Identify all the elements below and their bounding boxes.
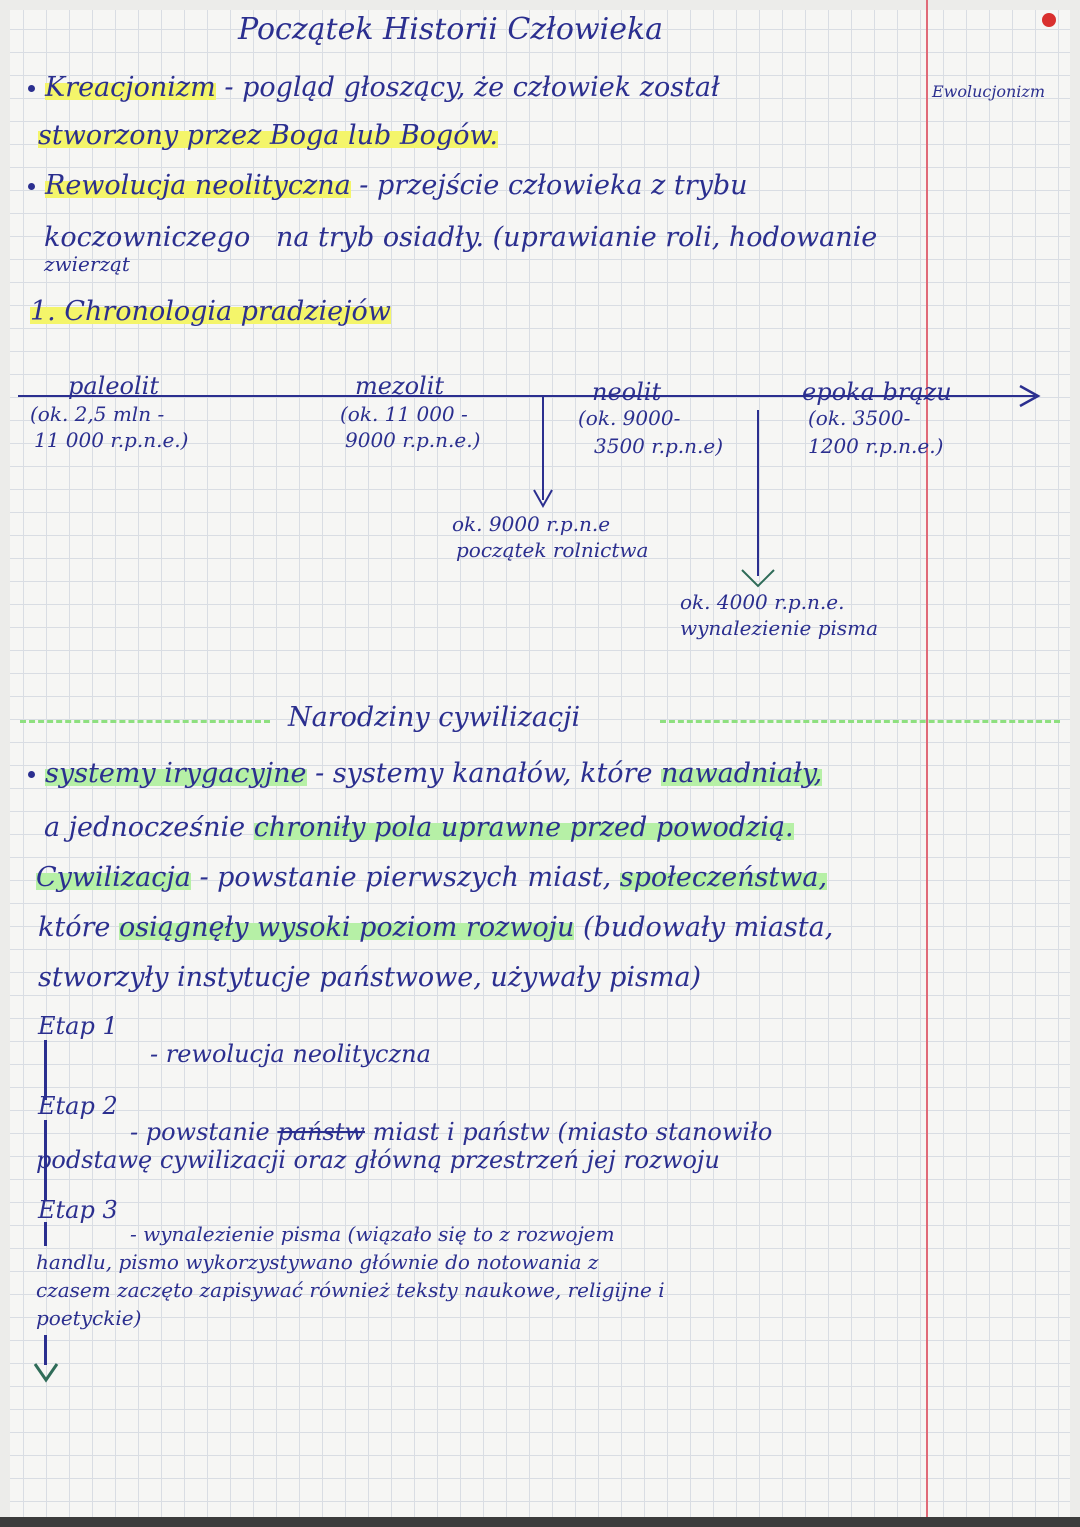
rewolucja-term: Rewolucja neolityczna bbox=[45, 170, 351, 201]
period-paleolit: paleolit bbox=[68, 372, 159, 400]
irygacja-def-2b: chroniły pola uprawne przed powodzią. bbox=[253, 812, 794, 843]
irygacja-term: systemy irygacyjne bbox=[45, 758, 307, 789]
stage-2-label: Etap 2 bbox=[38, 1092, 118, 1120]
event-1-desc: początek rolnictwa bbox=[456, 538, 649, 562]
period-mezolit-range-1: (ok. 11 000 - bbox=[340, 402, 468, 426]
stage-3-line-2: handlu, pismo wykorzystywano głównie do notowania z bbox=[36, 1250, 599, 1274]
civ-heading: Narodziny cywilizacji bbox=[288, 702, 581, 733]
stage-2-text-a: - powstanie bbox=[130, 1118, 270, 1146]
chronology-heading bbox=[30, 296, 391, 327]
stage-1-label: Etap 1 bbox=[38, 1012, 118, 1040]
margin-line bbox=[926, 0, 928, 1527]
rewolucja-def-1: - przejście człowieka z trybu bbox=[359, 170, 748, 201]
page-bottom-edge bbox=[0, 1517, 1080, 1527]
event-2-desc: wynalezienie pisma bbox=[680, 616, 879, 640]
period-paleolit-range-2: 11 000 r.p.n.e.) bbox=[34, 428, 189, 452]
period-epoka-brazu: epoka brązu bbox=[802, 378, 952, 406]
down-arrow-icon bbox=[32, 1360, 60, 1384]
period-paleolit-range-1: (ok. 2,5 mln - bbox=[30, 402, 165, 426]
irygacja-line-1 bbox=[28, 758, 822, 789]
period-epoka-brazu-range-2: 1200 r.p.n.e.) bbox=[808, 434, 944, 458]
event-2-date: ok. 4000 r.p.n.e. bbox=[680, 590, 845, 614]
rewolucja-def-2a: koczowniczego bbox=[44, 222, 251, 253]
period-mezolit-range-2: 9000 r.p.n.e.) bbox=[345, 428, 481, 452]
dashed-divider-right bbox=[660, 720, 1060, 723]
red-dot bbox=[1042, 13, 1056, 27]
cywilizacja-def-1: - powstanie pierwszych miast, bbox=[199, 862, 612, 893]
cywilizacja-line-2 bbox=[38, 912, 833, 943]
stage-1-text: - rewolucja neolityczna bbox=[150, 1040, 431, 1068]
irygacja-line-2 bbox=[44, 812, 794, 843]
kreacjonizm-line-2 bbox=[38, 120, 498, 151]
bullet-icon bbox=[28, 85, 35, 92]
stage-connector-1 bbox=[44, 1040, 47, 1100]
stage-3-line-1: - wynalezienie pisma (wiązało się to z rozwojem bbox=[130, 1222, 615, 1246]
dashed-divider-left bbox=[20, 720, 270, 723]
page-title: Początek Historii Człowieka bbox=[238, 12, 664, 47]
irygacja-def-2: a jednocześnie bbox=[44, 812, 246, 843]
margin-note: Ewolucjonizm bbox=[932, 82, 1046, 101]
cywilizacja-term: Cywilizacja bbox=[36, 862, 191, 893]
period-neolit-range-2: 3500 r.p.n.e) bbox=[594, 434, 724, 458]
cywilizacja-line-3: stworzyły instytucje państwowe, używały pisma) bbox=[38, 962, 702, 993]
rewolucja-def-2b: na tryb osiadły. (uprawianie roli, hodowanie bbox=[275, 222, 878, 253]
rewolucja-line-1 bbox=[28, 170, 748, 201]
stage-3-line-3: czasem zaczęto zapisywać również teksty naukowe, religijne i bbox=[36, 1278, 665, 1302]
kreacjonizm-line-1 bbox=[28, 72, 720, 103]
stage-2-text-b: miast i państw (miasto stanowiło bbox=[372, 1118, 773, 1146]
cywilizacja-def-2c: (budowały miasta, bbox=[583, 912, 834, 943]
cywilizacja-def-2a: które bbox=[38, 912, 111, 943]
period-mezolit: mezolit bbox=[355, 372, 445, 400]
civ-heading-row bbox=[20, 700, 1060, 740]
irygacja-def-1b: nawadniały, bbox=[661, 758, 823, 789]
irygacja-def-1: - systemy kanałów, które bbox=[315, 758, 653, 789]
bullet-icon bbox=[28, 183, 35, 190]
kreacjonizm-term: Kreacjonizm bbox=[45, 72, 216, 103]
stage-2-struck: państw bbox=[277, 1118, 365, 1146]
period-neolit-range-1: (ok. 9000- bbox=[578, 406, 681, 430]
rewolucja-line-3: zwierząt bbox=[44, 252, 130, 276]
kreacjonizm-def-1: - pogląd głoszący, że człowiek został bbox=[224, 72, 720, 103]
cywilizacja-def-2b: osiągnęły wysoki poziom rozwoju bbox=[118, 912, 575, 943]
stage-2-line-1 bbox=[130, 1118, 772, 1146]
stage-2-line-2: podstawę cywilizacji oraz główną przestrzeń jej rozwoju bbox=[36, 1146, 720, 1174]
chronology-heading-text: 1. Chronologia pradziejów bbox=[30, 296, 391, 327]
period-epoka-brazu-range-1: (ok. 3500- bbox=[808, 406, 911, 430]
kreacjonizm-def-2: stworzony przez Boga lub Bogów. bbox=[38, 120, 498, 151]
rewolucja-line-2 bbox=[44, 222, 877, 253]
stage-connector-3 bbox=[44, 1222, 47, 1246]
bullet-icon bbox=[28, 771, 35, 778]
event-1-date: ok. 9000 r.p.n.e bbox=[452, 512, 611, 536]
stage-3-line-4: poetyckie) bbox=[36, 1306, 142, 1330]
stage-3-label: Etap 3 bbox=[38, 1196, 118, 1224]
cywilizacja-line bbox=[36, 862, 827, 893]
period-neolit: neolit bbox=[592, 378, 662, 406]
cywilizacja-def-1b: społeczeństwa, bbox=[619, 862, 828, 893]
